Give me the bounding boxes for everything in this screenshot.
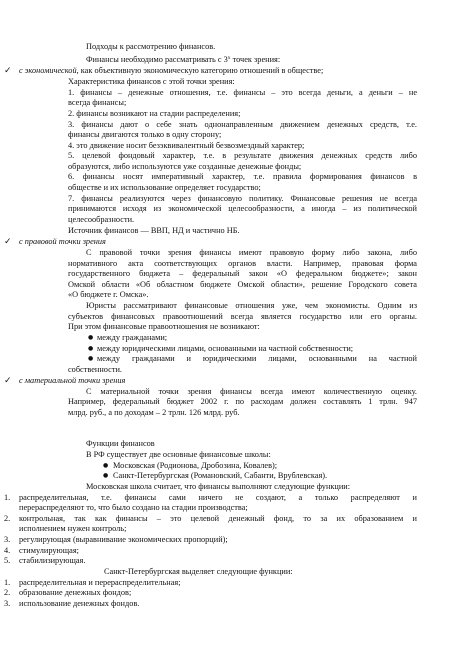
char-item-1b: всегда финансы; (68, 98, 127, 107)
legal-point: с правовой точки зрения (19, 237, 106, 246)
legal-para1-b: нормативного акта соответствующих органов власти. Например, правовая форма (68, 259, 417, 268)
list-number: 3. (4, 599, 11, 608)
section-heading-approaches: Подходы к рассмотрению финансов. (86, 42, 216, 51)
char-item-6a: 6. финансы носят императивный характер, т.е. правила формирования финансов в (68, 172, 417, 181)
char-item-4: 4. это движение носит безэквивалентный безвозмездный характер; (68, 141, 305, 150)
material-para-c: млрд. руб., а по доходам – 2 трлн. 126 млрд. руб. (68, 408, 240, 417)
checkmark-icon: ✓ (4, 237, 12, 247)
legal-para1-a: С правовой точки зрения финансы имеют правовую форму либо закона, либо (86, 248, 417, 257)
checkmark-icon: ✓ (4, 66, 12, 76)
char-item-2: 2. финансы возникают на стадии распределения; (68, 109, 241, 118)
char-item-3b: финансы двигаются только в одну сторону; (68, 130, 222, 139)
finance-sources: Источник финансов — ВВП, НД и частично НБ. (68, 226, 240, 235)
bullet-icon: ● (88, 334, 94, 341)
char-item-3a: 3. финансы дают о себе знать однонаправленным движением денежных средств, т.е. (68, 120, 417, 129)
schools-intro: В РФ существует две основные финансовые школы: (86, 450, 271, 459)
spb-item-2: образование денежных фондов; (19, 588, 132, 597)
material-para-b: Например, федеральный бюджет 2002 г. по расходам должен составлять 1 трлн. 947 (68, 397, 417, 406)
legal-para2-c: При этом финансовые правоотношения не возникают: (68, 322, 260, 331)
char-item-5b: образуются, либо используются уже созданные денежные фонды; (68, 162, 302, 171)
bullet-icon: ● (88, 345, 94, 352)
material-point: с материальной точки зрения (19, 376, 126, 385)
spb-item-3: использование денежных фондов. (19, 599, 140, 608)
char-item-6b: обществе и их использование определяет государство; (68, 183, 261, 192)
moscow-item-4: стимулирующая; (19, 546, 79, 555)
moscow-item-2b: исполнением нужен контроль; (19, 524, 127, 533)
list-number: 5. (4, 556, 11, 565)
bullet-icon: ● (103, 462, 109, 469)
list-number: 4. (4, 546, 11, 555)
legal-para1-e: «О бюджете г. Омска». (68, 290, 149, 299)
char-item-5a: 5. целевой фондовый характер, т.е. в результате движения денежных средств либо (68, 151, 417, 160)
spb-item-1: распределительная и перераспределительная; (19, 578, 181, 587)
moscow-item-1b: перераспределяют то, что было создано на стадии производства; (19, 503, 248, 512)
moscow-item-2a: контрольная, так как финансы – это целевой денежный фонд, то за их образованием и (19, 514, 417, 523)
moscow-item-3: регулирующая (выравнивание экономических пропорций); (19, 535, 228, 544)
legal-bullet-2: между юридическими лицами, основанными на частной собственности; (97, 344, 354, 353)
char-item-7a: 7. финансы реализуются через финансовую политику. Финансовые решения не всегда (68, 194, 417, 203)
list-number: 2. (4, 514, 11, 523)
moscow-item-1a: распределительная, т.е. финансы сами ничего не создают, а только распределяют и (19, 493, 417, 502)
list-number: 1. (4, 493, 11, 502)
section-heading-functions: Функции финансов (86, 439, 155, 448)
legal-para1-d: Омской области «Об областном бюджете Омской области», решение Городского совета (68, 280, 417, 289)
material-para-a: С материальной точки зрения финансы всегда имеют количественную оценку. (86, 387, 417, 396)
char-item-7c: целесообразности. (68, 215, 135, 224)
economic-point: с экономической, как объективную экономическую категорию отношений в обществе; (19, 66, 324, 75)
list-number: 1. (4, 578, 11, 587)
checkmark-icon: ✓ (4, 376, 12, 386)
legal-para1-c: государственного бюджета – федеральный закон «О федеральном бюджете»; закон (68, 269, 417, 278)
legal-bullet-3b: собственности. (68, 365, 122, 374)
moscow-intro: Московская школа считает, что финансы выполняют следующие функции: (86, 482, 351, 491)
spb-intro: Санкт-Петербургская выделяет следующие функции: (104, 567, 293, 576)
school-spb: Санкт-Петербургская (Романовский, Сабанти, Врублевская). (113, 471, 328, 480)
char-item-7b: принимаются исходя из экономической целесообразности, а иногда – из политической (68, 204, 417, 213)
legal-bullet-1: между гражданами; (97, 333, 168, 342)
legal-bullet-3a: между гражданами и юридическими лицами, основанными на частной (97, 354, 417, 363)
list-number: 2. (4, 588, 11, 597)
school-moscow: Московская (Родионова, Дробозина, Ковалев); (113, 461, 278, 470)
legal-para2-a: Юристы рассматривают финансовые отношения уже, чем экономисты. Одним из (86, 301, 417, 310)
moscow-item-5: стабилизирующая. (19, 556, 86, 565)
legal-para2-b: субъектов финансовых правоотношений всегда является государство или его органы. (68, 312, 417, 321)
bullet-icon: ● (103, 472, 109, 479)
characteristics-heading: Характеристика финансов с этой точки зрения: (68, 77, 235, 86)
list-number: 3. (4, 535, 11, 544)
intro-line: Финансы необходимо рассматривать с $3^х$ точек зрения: (86, 55, 281, 64)
char-item-1a: 1. финансы – денежные отношения, т.е. финансы – это всегда деньги, а деньги – не (68, 88, 417, 97)
bullet-icon: ● (88, 355, 94, 362)
